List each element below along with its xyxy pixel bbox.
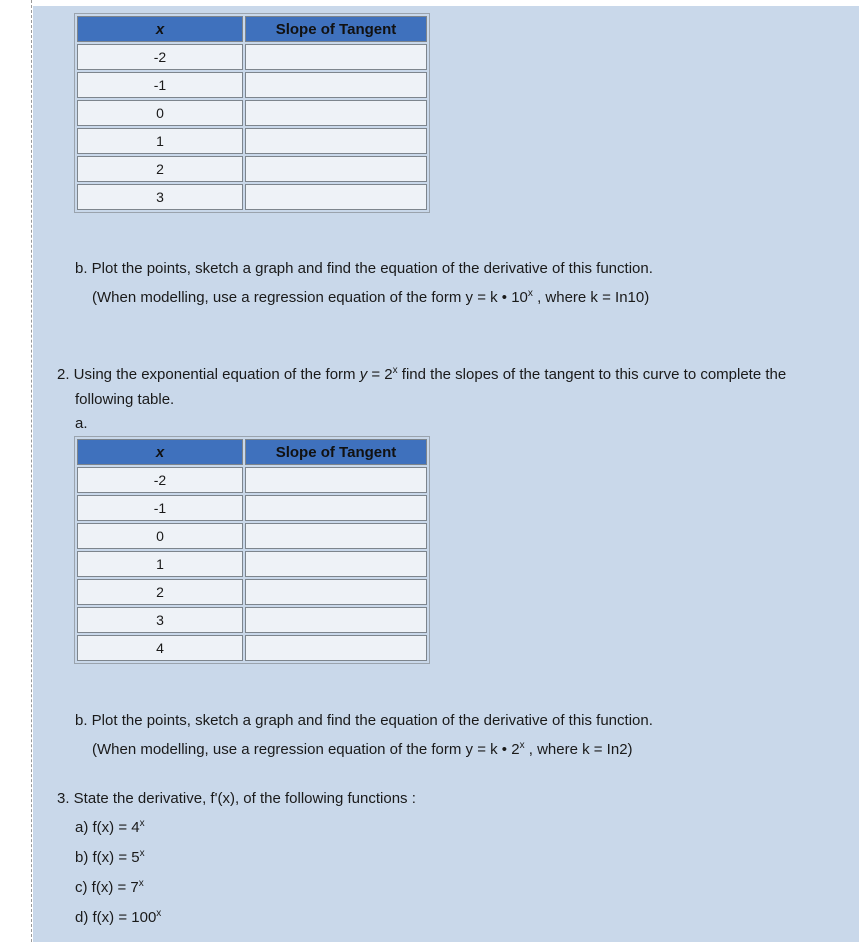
table-row (77, 635, 427, 661)
slope-table-2 (74, 436, 430, 664)
q2-y-variable: y (359, 366, 368, 383)
x-cell: 0 (77, 523, 243, 549)
table-row (77, 44, 427, 70)
q3-item-c-exponent: x (138, 878, 144, 889)
q3-title: 3. State the derivative, f'(x), of the following functions : (57, 790, 416, 807)
q2b-note-exponent: x (519, 740, 525, 751)
slope-cell[interactable] (245, 156, 427, 182)
slope-cell[interactable] (245, 495, 427, 521)
table-row (77, 128, 427, 154)
q3-item-d-base: d) f(x) = 100 (75, 909, 157, 926)
x-cell: 1 (77, 128, 243, 154)
x-cell: 3 (77, 607, 243, 633)
x-cell: 3 (77, 184, 243, 210)
slope-cell[interactable] (245, 467, 427, 493)
left-dashed-border (31, 0, 32, 942)
table-row (77, 523, 427, 549)
x-cell: 2 (77, 579, 243, 605)
q3-item-a-base: a) f(x) = 4 (75, 819, 140, 836)
q3-item-a-exponent: x (139, 818, 145, 829)
q1b-note-k: , where k = In10) (532, 289, 650, 306)
q3-item-b-base: b) f(x) = 5 (75, 849, 140, 866)
q1b-note-text: (When modelling, use a regression equation of the form y = k • 10 (92, 289, 528, 306)
x-cell: 4 (77, 635, 243, 661)
x-cell: 1 (77, 551, 243, 577)
q2b-note-k: , where k = In2) (524, 741, 633, 758)
q2-text-pre: 2. Using the exponential equation of the form (57, 366, 360, 383)
slope-cell[interactable] (245, 523, 427, 549)
q3-item-c-base: c) f(x) = 7 (75, 879, 139, 896)
q3-item-d (75, 909, 161, 927)
x-cell: 0 (77, 100, 243, 126)
table-header-row (77, 439, 427, 465)
q2-part-a-label: a. (75, 415, 88, 432)
table-row (77, 184, 427, 210)
table-row (77, 467, 427, 493)
slope-cell[interactable] (245, 72, 427, 98)
table-row (77, 100, 427, 126)
slope-cell[interactable] (245, 551, 427, 577)
q1b-instruction: b. Plot the points, sketch a graph and find the equation of the derivative of this function. (75, 260, 653, 277)
q2-exponent: x (392, 365, 398, 376)
slope-cell[interactable] (245, 100, 427, 126)
q3-item-d-exponent: x (156, 908, 162, 919)
slope-cell[interactable] (245, 128, 427, 154)
x-cell: 2 (77, 156, 243, 182)
slope-table-1 (74, 13, 430, 213)
header-slope-of-tangent: Slope of Tangent (245, 439, 427, 465)
slope-cell[interactable] (245, 579, 427, 605)
x-cell: -2 (77, 44, 243, 70)
table-row (77, 156, 427, 182)
q2-question-line2: following table. (75, 391, 175, 408)
header-slope-of-tangent: Slope of Tangent (245, 16, 427, 42)
table-row (77, 551, 427, 577)
q3-item-c (75, 879, 144, 897)
table-row (77, 72, 427, 98)
q2b-note-text: (When modelling, use a regression equation of the form y = k • 2 (92, 741, 520, 758)
q1b-note-exponent: x (527, 288, 533, 299)
table-row (77, 495, 427, 521)
slope-cell[interactable] (245, 635, 427, 661)
x-cell: -1 (77, 495, 243, 521)
table-row (77, 607, 427, 633)
slope-cell[interactable] (245, 607, 427, 633)
x-cell: -2 (77, 467, 243, 493)
q2b-instruction: b. Plot the points, sketch a graph and find the equation of the derivative of this function. (75, 712, 653, 729)
header-x: x (77, 16, 243, 42)
q2b-modelling-note (92, 741, 633, 759)
slope-cell[interactable] (245, 184, 427, 210)
q3-item-b (75, 849, 145, 867)
q2-question (57, 366, 786, 384)
q1b-modelling-note (92, 289, 649, 307)
table-row (77, 579, 427, 605)
x-cell: -1 (77, 72, 243, 98)
q3-item-a (75, 819, 145, 837)
q2-eq: = 2 (367, 366, 393, 383)
header-x: x (77, 439, 243, 465)
table-header-row (77, 16, 427, 42)
q3-item-b-exponent: x (139, 848, 145, 859)
slope-cell[interactable] (245, 44, 427, 70)
q2-text-post: find the slopes of the tangent to this curve to complete the (397, 366, 787, 383)
